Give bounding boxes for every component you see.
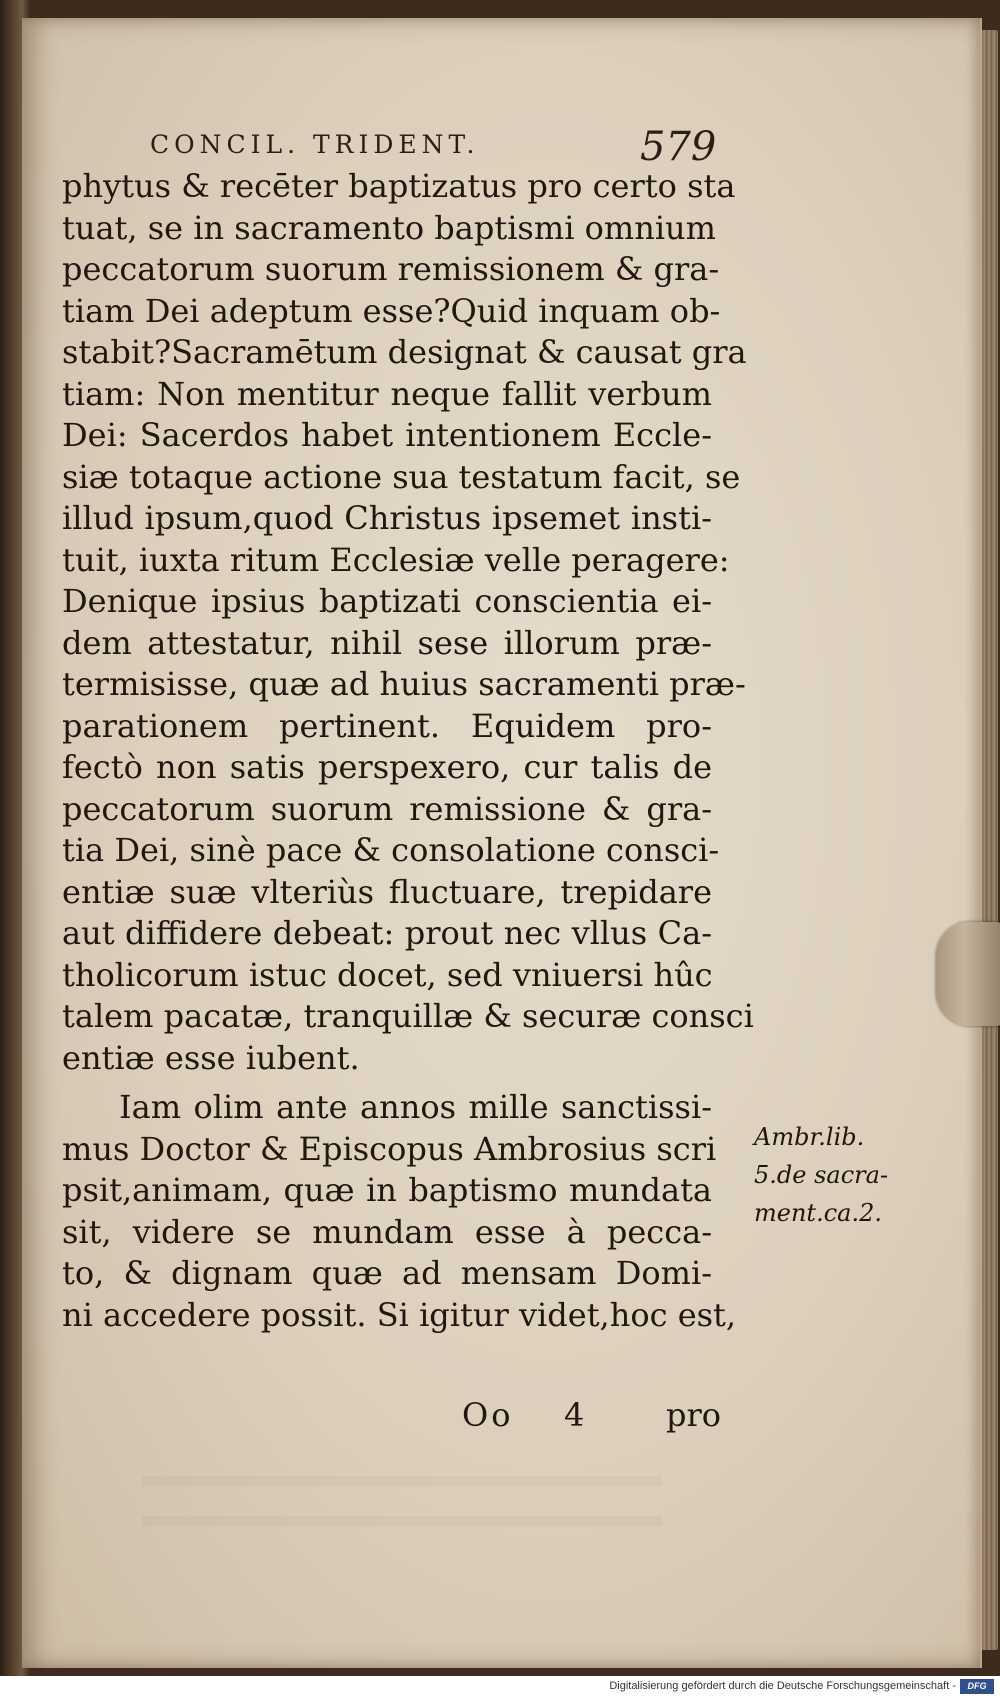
running-head: CONCIL. TRIDENT. (150, 130, 480, 159)
catchword: pro (666, 1396, 722, 1434)
text-line: termisisse, quæ ad huius sacramenti præ- (62, 665, 746, 703)
body-text (62, 166, 754, 1336)
text-line: illud ipsum,quod Christus ipsemet insti- (62, 499, 712, 537)
text-line: entiæ suæ vlteriùs fluctuare, trepidare (62, 872, 712, 911)
marginal-note (754, 1118, 888, 1232)
text-line: tuat, se in sacramento baptismi omnium (62, 208, 716, 247)
text-line: psit,animam, quæ in baptismo mundata (62, 1171, 712, 1209)
text-line: aut diffidere debeat: prout nec vllus Ca- (62, 914, 712, 952)
text-line: to, & dignam quæ ad mensam Domi- (62, 1254, 712, 1292)
text-line: Dei: Sacerdos habet intentionem Eccle- (62, 416, 712, 454)
text-line: talem pacatæ, tranquillæ & securæ consci (62, 997, 754, 1035)
credit-text: Digitalisierung gefördert durch die Deutsche Forschungsgemeinschaft - (609, 1680, 956, 1692)
bleed-through-text (142, 1446, 662, 1526)
text-line: sit, videre se mundam esse à pecca- (62, 1212, 712, 1251)
paragraph-1 (62, 166, 754, 1079)
digitization-credit-bar (0, 1676, 1000, 1698)
text-line: Denique ipsius baptizati conscientia ei- (62, 582, 712, 620)
signature-number: 4 (564, 1396, 585, 1434)
text-line: tiam: Non mentitur neque fallit verbum (62, 374, 712, 413)
text-line: parationem pertinent. Equidem pro- (62, 706, 712, 745)
marginal-note-line: ment.ca.2. (754, 1199, 882, 1227)
text-line: fectò non satis perspexero, cur talis de (62, 748, 712, 786)
dfg-logo-icon: DFG (960, 1679, 994, 1694)
text-line: ni accedere possit. Si igitur videt,hoc est, (62, 1295, 737, 1334)
text-line: peccatorum suorum remissione & gra- (62, 789, 712, 828)
text-line: tiam Dei adeptum esse?Quid inquam ob- (62, 291, 721, 330)
text-line: tuit, iuxta ritum Ecclesiæ velle peragere: (62, 540, 730, 579)
text-line: phytus & recēter baptizatus pro certo sta (62, 167, 736, 205)
marginal-note-line: Ambr.lib. (754, 1123, 865, 1151)
text-line: stabit?Sacramētum designat & causat gra (62, 333, 747, 371)
book-page (22, 18, 982, 1668)
signature-mark: Oo (462, 1396, 514, 1434)
marginal-note-line: 5.de sacra- (754, 1161, 889, 1189)
text-line: Iam olim ante annos mille sanctissi- (119, 1088, 712, 1126)
text-line: tholicorum istuc docet, sed vniuersi hûc (62, 955, 713, 994)
paragraph-gap (62, 1079, 712, 1087)
paragraph-2 (62, 1087, 737, 1336)
page-number: 579 (640, 124, 717, 170)
book-clasp (936, 922, 1000, 1026)
text-line: tia Dei, sinè pace & consolatione consci- (62, 831, 720, 869)
text-line: siæ totaque actione sua testatum facit, se (62, 457, 741, 496)
text-line: peccatorum suorum remissionem & gra- (62, 250, 720, 288)
text-line: entiæ esse iubent. (62, 1038, 360, 1077)
text-line: dem attestatur, nihil sese illorum præ- (62, 623, 712, 662)
text-line: mus Doctor & Episcopus Ambrosius scri (62, 1129, 717, 1168)
